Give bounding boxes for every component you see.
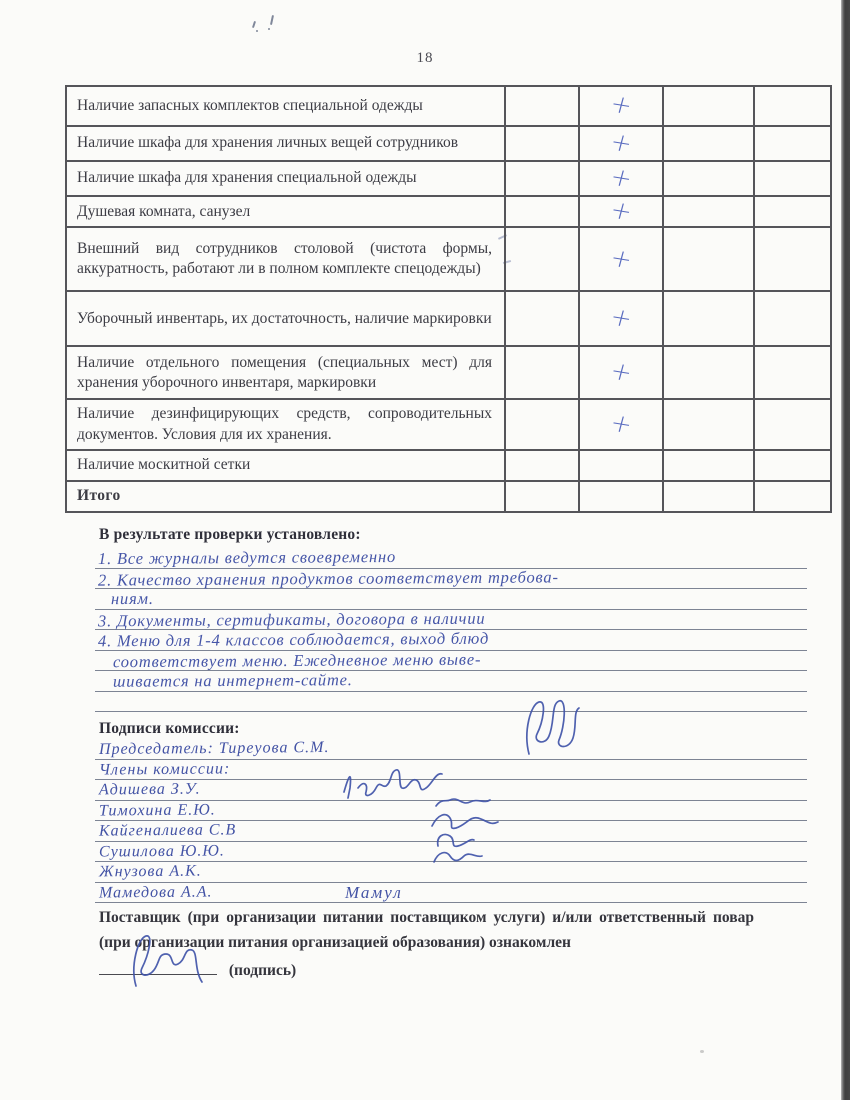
table-row (66, 126, 831, 161)
scan-edge-band (841, 0, 850, 1100)
row-label: Наличие шкафа для хранения специальной одежды (66, 161, 505, 196)
footer-text: Поставщик (при организации питании поставщиком услуги) и/или ответственный повар (при организации питания организацией образования) ознакомлен (99, 909, 754, 952)
row-label: Наличие отдельного помещения (специальных мест) для хранения уборочного инвентаря, маркировки (66, 346, 505, 399)
row-label: Итого (66, 481, 505, 512)
row-label: Душевая комната, санузел (66, 196, 505, 227)
plus-check-mark: + (606, 242, 636, 274)
handwritten-line-empty (95, 692, 807, 713)
plus-check-mark: + (606, 194, 636, 227)
table-row (66, 86, 831, 126)
table-row (66, 291, 831, 346)
table-row (66, 346, 831, 399)
row-label: Уборочный инвентарь, их достаточность, наличие маркировки (66, 291, 505, 346)
signature-line: Тимохина Е.Ю. (95, 801, 807, 822)
scan-speck (700, 1050, 704, 1053)
signature-line: Адишева З.У. (95, 780, 807, 801)
table-row (66, 450, 831, 480)
row-label: Наличие шкафа для хранения личных вещей сотрудников (66, 126, 505, 161)
established-lines (95, 548, 807, 712)
stray-pen-mark (268, 28, 270, 30)
stray-pen-mark (252, 21, 256, 28)
signature-line: Председатель: Тиреуова С.М. (95, 739, 807, 760)
handwritten-line: шивается на интернет-сайте. (95, 671, 807, 692)
established-heading: В результате проверки установлено: (99, 526, 361, 543)
row-label: Наличие москитной сетки (66, 450, 505, 480)
table-row (66, 161, 831, 196)
row-label: Наличие запасных комплектов специальной одежды (66, 86, 505, 126)
stray-pen-mark (270, 15, 274, 25)
table-row-total (66, 481, 831, 512)
table-row (66, 196, 831, 227)
row-label: Наличие дезинфицирующих средств, сопроводительных документов. Условия для их хранения. (66, 399, 505, 450)
signatures-heading: Подписи комиссии: (99, 720, 240, 737)
handwritten-line: 1. Все журналы ведутся своевременно (95, 548, 807, 569)
stray-pen-mark (256, 30, 258, 32)
plus-check-mark: + (606, 126, 636, 158)
plus-check-mark: + (606, 355, 636, 388)
signature-line: Мамедова А.А. Мамул (95, 883, 807, 904)
plus-check-mark: + (606, 89, 636, 121)
signature-caption: (подпись) (228, 962, 297, 980)
signature-line: Жнузова А.К. (95, 862, 807, 883)
signature-line: Сушилова Ю.Ю. (95, 842, 807, 863)
plus-check-mark: + (606, 161, 636, 193)
table-row (66, 227, 831, 291)
handwritten-line: 2. Качество хранения продуктов соответствует требова- (95, 569, 807, 590)
plus-check-mark: + (606, 407, 636, 440)
handwritten-line: ниям. (95, 589, 807, 610)
handwritten-line: 3. Документы, сертификаты, договора в наличии (95, 610, 807, 631)
handwritten-line: соответствует меню. Ежедневное меню выве- (95, 651, 807, 672)
signature-flourish-icon (515, 696, 593, 760)
handwritten-line: 4. Меню для 1-4 классов соблюдается, выход блюд (95, 630, 807, 651)
inspection-table (65, 85, 832, 513)
signature-flourish-icon (118, 926, 218, 992)
page-number: 18 (416, 50, 434, 66)
plus-check-mark: + (606, 301, 636, 334)
signature-line: Кайгеналиева С.В (95, 821, 807, 842)
signature-flourish-icon (428, 846, 486, 868)
table-row (66, 399, 831, 450)
row-label: Внешний вид сотрудников столовой (чистота формы, аккуратность, работают ли в полном комплекте спецодежды) (66, 227, 505, 291)
signature-line: Члены комиссии: (95, 760, 807, 781)
signature-flourish-icon: Мамул (345, 882, 403, 902)
